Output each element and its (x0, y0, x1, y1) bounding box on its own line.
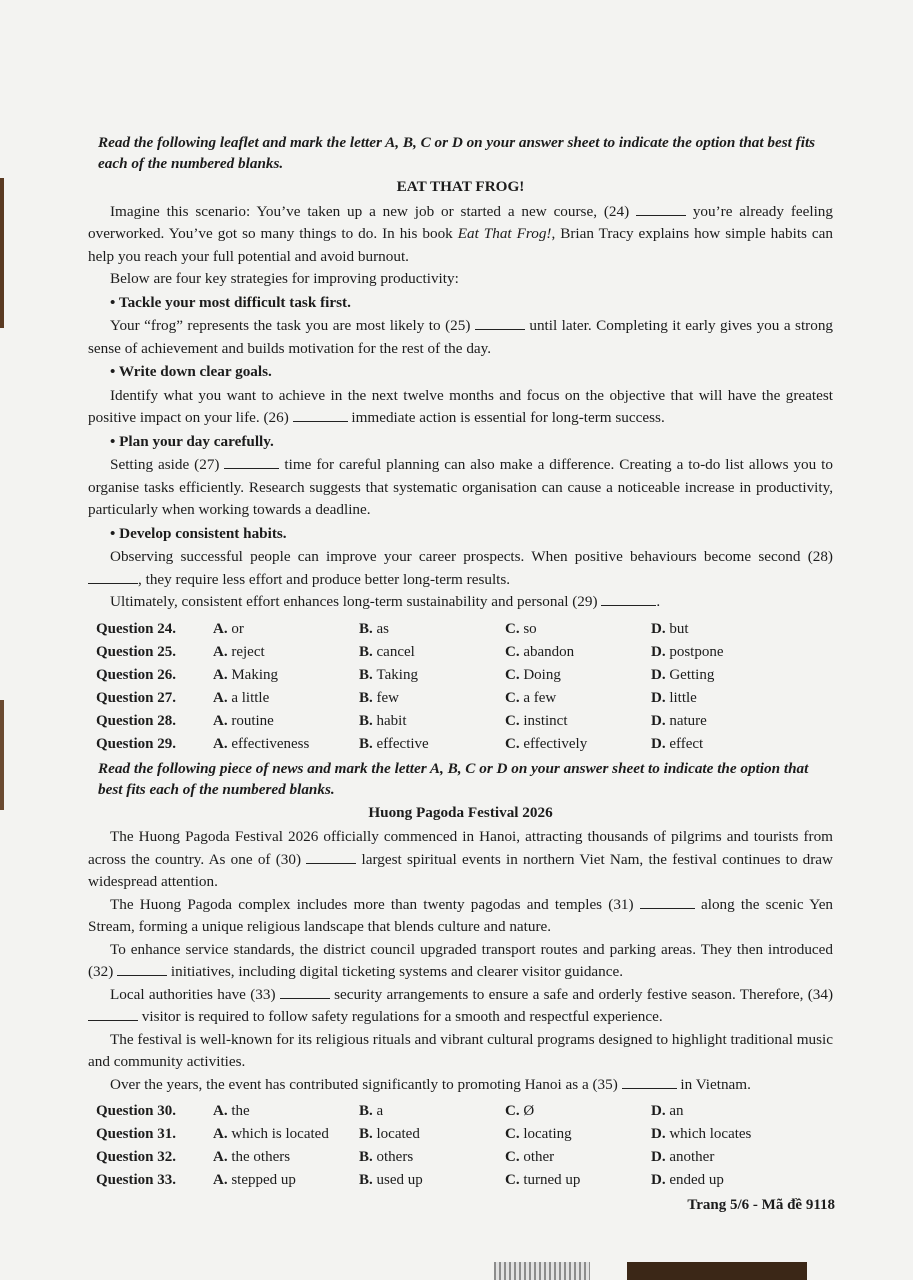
section1-instruction: Read the following leaflet and mark the letter A, B, C or D on your answer sheet to indicate the option that best fits each of the numbered blanks. (98, 134, 816, 172)
option-letter: B. (359, 712, 377, 729)
option-b (359, 1123, 505, 1146)
option-d (651, 733, 797, 756)
option-d (651, 710, 797, 733)
book-title: Eat That Frog! (457, 225, 552, 242)
option-a (213, 618, 359, 641)
paragraph: Local authorities have (33) security arrangements to ensure a safe and orderly festive season. Therefore, (34) visitor is required to follow safety regulations for a smooth and respectful experience. (88, 984, 833, 1029)
option-text: Doing (523, 666, 561, 683)
section2-title: Huong Pagoda Festival 2026 (368, 803, 553, 821)
option-d (651, 1169, 797, 1192)
question-label: Question 33. (96, 1172, 177, 1189)
option-letter: B. (359, 1172, 377, 1189)
option-letter: C. (505, 620, 524, 637)
question-row (96, 618, 797, 641)
option-a (213, 1123, 359, 1146)
option-c (505, 1146, 651, 1169)
question-label: Question 29. (96, 735, 177, 752)
option-a (213, 664, 359, 687)
option-text: so (523, 620, 537, 637)
option-text: turned up (523, 1172, 581, 1189)
option-b (359, 618, 505, 641)
paragraph: To enhance service standards, the district council upgraded transport routes and parking areas. They then introduced (32) initiatives, including digital ticketing systems and clearer visitor guidance. (88, 940, 833, 980)
option-letter: C. (505, 1126, 524, 1143)
option-text: a (376, 1103, 384, 1120)
option-text: Taking (376, 666, 418, 683)
option-text: another (669, 1149, 715, 1166)
question-row (96, 664, 797, 687)
blank-31 (640, 895, 695, 909)
paragraph: Your “frog” represents the task you are most likely to (25) until later. Completing it early gives you a strong sense of achievement and builds motivation for the rest of the day. (88, 317, 834, 357)
option-text: cancel (376, 643, 415, 660)
option-letter: B. (359, 1103, 377, 1120)
option-text: ended up (669, 1172, 724, 1189)
option-text: an (669, 1103, 684, 1120)
question-row (96, 1123, 797, 1146)
question-label: Question 25. (96, 643, 177, 660)
scan-artifact (494, 1262, 590, 1280)
option-text: reject (231, 643, 265, 660)
option-text: abandon (523, 643, 575, 660)
option-c (505, 1169, 651, 1192)
option-letter: A. (213, 712, 232, 729)
question-label: Question 28. (96, 712, 177, 729)
paragraph: Setting aside (27) time for careful planning can also make a difference. Creating a to-do list allows you to organise tasks efficiently. Research suggests that systematic organisation can cause a noticeable increase in productivity, particularly when working towards a deadline. (88, 456, 834, 518)
option-text: located (376, 1126, 420, 1143)
blank-28 (88, 570, 138, 584)
option-b (359, 1100, 505, 1123)
option-text: effect (669, 735, 704, 752)
scan-edge (0, 700, 4, 810)
blank-35 (622, 1075, 677, 1089)
option-b (359, 710, 505, 733)
option-c (505, 618, 651, 641)
option-text: effectiveness (231, 735, 310, 752)
paragraph: Ultimately, consistent effort enhances long-term sustainability and personal (29) . (110, 593, 661, 610)
option-text: a little (231, 689, 270, 706)
option-letter: B. (359, 1126, 377, 1143)
question-row (96, 687, 797, 710)
option-letter: A. (213, 1103, 232, 1120)
option-b (359, 1146, 505, 1169)
question-label: Question 27. (96, 689, 177, 706)
option-text: nature (669, 712, 707, 729)
option-b (359, 733, 505, 756)
option-c (505, 641, 651, 664)
strategy-heading: • Plan your day carefully. (110, 432, 274, 450)
paragraph: Identify what you want to achieve in the next twelve months and focus on the objective that will have the greatest positive impact on your life. (26) immediate action is essential for long-term success. (88, 386, 833, 426)
option-letter: C. (505, 1172, 524, 1189)
option-text: locating (523, 1126, 572, 1143)
option-letter: C. (505, 1149, 524, 1166)
blank-25 (475, 316, 525, 330)
blank-32 (117, 962, 167, 976)
question-row (96, 710, 797, 733)
paragraph: Below are four key strategies for improving productivity: (110, 270, 459, 287)
blank-26 (293, 408, 348, 422)
option-c (505, 664, 651, 687)
option-letter: D. (651, 1172, 670, 1189)
option-letter: C. (505, 735, 524, 752)
scan-artifact (627, 1262, 807, 1280)
option-text: as (376, 620, 390, 637)
blank-33 (280, 985, 330, 999)
option-text: instinct (523, 712, 568, 729)
option-b (359, 641, 505, 664)
option-letter: B. (359, 689, 377, 706)
option-b (359, 687, 505, 710)
question-row (96, 1169, 797, 1192)
option-text: Ø (523, 1103, 535, 1120)
question-row (96, 1146, 797, 1169)
option-b (359, 664, 505, 687)
option-c (505, 733, 651, 756)
option-a (213, 1100, 359, 1123)
paragraph: The festival is well-known for its religious rituals and vibrant cultural programs designed to highlight traditional music and community activities. (88, 1030, 833, 1070)
paragraph: Over the years, the event has contributed significantly to promoting Hanoi as a (35) in Vietnam. (110, 1075, 751, 1093)
option-letter: A. (213, 735, 232, 752)
paragraph: Imagine this scenario: You’ve taken up a new job or started a new course, (24) you’re already feeling overworked. You’ve got so many things to do. In his book Eat That Frog!, Brian Tracy explains how simple habits can help you reach your full potential and avoid burnout. (88, 202, 833, 265)
option-letter: A. (213, 1149, 232, 1166)
option-text: the (231, 1103, 250, 1120)
option-text: stepped up (231, 1172, 296, 1189)
paragraph: The Huong Pagoda Festival 2026 officially commenced in Hanoi, attracting thousands of pilgrims and tourists from across the country. As one of (30) largest spiritual events in northern Viet Nam, the festival continues to draw widespread attention. (88, 828, 834, 890)
option-letter: B. (359, 735, 377, 752)
option-letter: D. (651, 666, 670, 683)
option-text: which is located (231, 1126, 329, 1143)
option-c (505, 687, 651, 710)
option-letter: C. (505, 712, 524, 729)
option-c (505, 1123, 651, 1146)
blank-34 (88, 1007, 138, 1021)
option-letter: C. (505, 689, 524, 706)
option-letter: B. (359, 620, 377, 637)
option-letter: D. (651, 1149, 670, 1166)
option-text: few (376, 689, 400, 706)
option-letter: B. (359, 666, 377, 683)
option-letter: A. (213, 620, 232, 637)
option-c (505, 1100, 651, 1123)
option-a (213, 641, 359, 664)
option-a (213, 733, 359, 756)
paragraph: Observing successful people can improve your career prospects. When positive behaviours become second (28) , they require less effort and produce better long-term results. (88, 546, 833, 591)
question-label: Question 26. (96, 666, 177, 683)
option-text: little (669, 689, 697, 706)
option-a (213, 1146, 359, 1169)
question-row (96, 733, 797, 756)
option-text: Making (231, 666, 279, 683)
option-text: effective (376, 735, 429, 752)
question-label: Question 31. (96, 1126, 177, 1143)
section2-instruction: Read the following piece of news and mark the letter A, B, C or D on your answer sheet to indicate the option that best fits each of the numbered blanks. (98, 759, 809, 798)
option-d (651, 1123, 797, 1146)
option-letter: D. (651, 735, 670, 752)
option-letter: B. (359, 1149, 377, 1166)
option-d (651, 664, 797, 687)
option-letter: C. (505, 643, 524, 660)
option-d (651, 1100, 797, 1123)
page-footer: Trang 5/6 - Mã đề 9118 (687, 1197, 835, 1213)
option-text: or (231, 620, 244, 637)
answer-options-table (96, 1100, 797, 1192)
option-c (505, 710, 651, 733)
scan-edge (0, 178, 4, 328)
question-label: Question 30. (96, 1103, 177, 1120)
option-a (213, 687, 359, 710)
option-letter: A. (213, 1172, 232, 1189)
option-d (651, 618, 797, 641)
option-text: used up (376, 1172, 423, 1189)
blank-29 (601, 592, 656, 606)
blank-24 (636, 202, 686, 216)
question-row (96, 641, 797, 664)
option-letter: A. (213, 1126, 232, 1143)
option-text: Getting (669, 666, 715, 683)
option-letter: D. (651, 689, 670, 706)
option-text: other (523, 1149, 555, 1166)
option-a (213, 1169, 359, 1192)
option-text: which locates (669, 1126, 752, 1143)
option-text: routine (231, 712, 274, 729)
option-text: but (669, 620, 689, 637)
option-letter: D. (651, 620, 670, 637)
answer-options-table (96, 618, 797, 756)
exam-sheet (88, 132, 833, 1217)
strategy-heading: • Write down clear goals. (110, 363, 272, 380)
question-label: Question 24. (96, 620, 177, 637)
option-d (651, 1146, 797, 1169)
blank-27 (224, 455, 279, 469)
option-text: postpone (669, 643, 724, 660)
option-b (359, 1169, 505, 1192)
strategy-heading: • Develop consistent habits. (110, 524, 287, 542)
option-d (651, 687, 797, 710)
paragraph: The Huong Pagoda complex includes more than twenty pagodas and temples (31) along the scenic Yen Stream, forming a unique religious landscape that blends culture and nature. (88, 895, 834, 935)
option-letter: A. (213, 666, 232, 683)
option-letter: C. (505, 666, 524, 683)
option-text: habit (376, 712, 407, 729)
blank-30 (306, 850, 356, 864)
section1-title: EAT THAT FROG! (396, 178, 525, 195)
option-letter: B. (359, 643, 377, 660)
option-text: the others (231, 1149, 291, 1166)
question-row (96, 1100, 797, 1123)
option-text: effectively (523, 735, 588, 752)
option-text: a few (523, 689, 557, 706)
option-a (213, 710, 359, 733)
option-letter: D. (651, 643, 670, 660)
strategy-heading: • Tackle your most difficult task first. (110, 293, 351, 311)
option-letter: D. (651, 1126, 670, 1143)
question-label: Question 32. (96, 1149, 177, 1166)
option-letter: C. (505, 1103, 524, 1120)
option-letter: A. (213, 689, 232, 706)
option-d (651, 641, 797, 664)
option-letter: D. (651, 712, 670, 729)
option-letter: A. (213, 643, 232, 660)
option-text: others (376, 1149, 414, 1166)
option-letter: D. (651, 1103, 670, 1120)
